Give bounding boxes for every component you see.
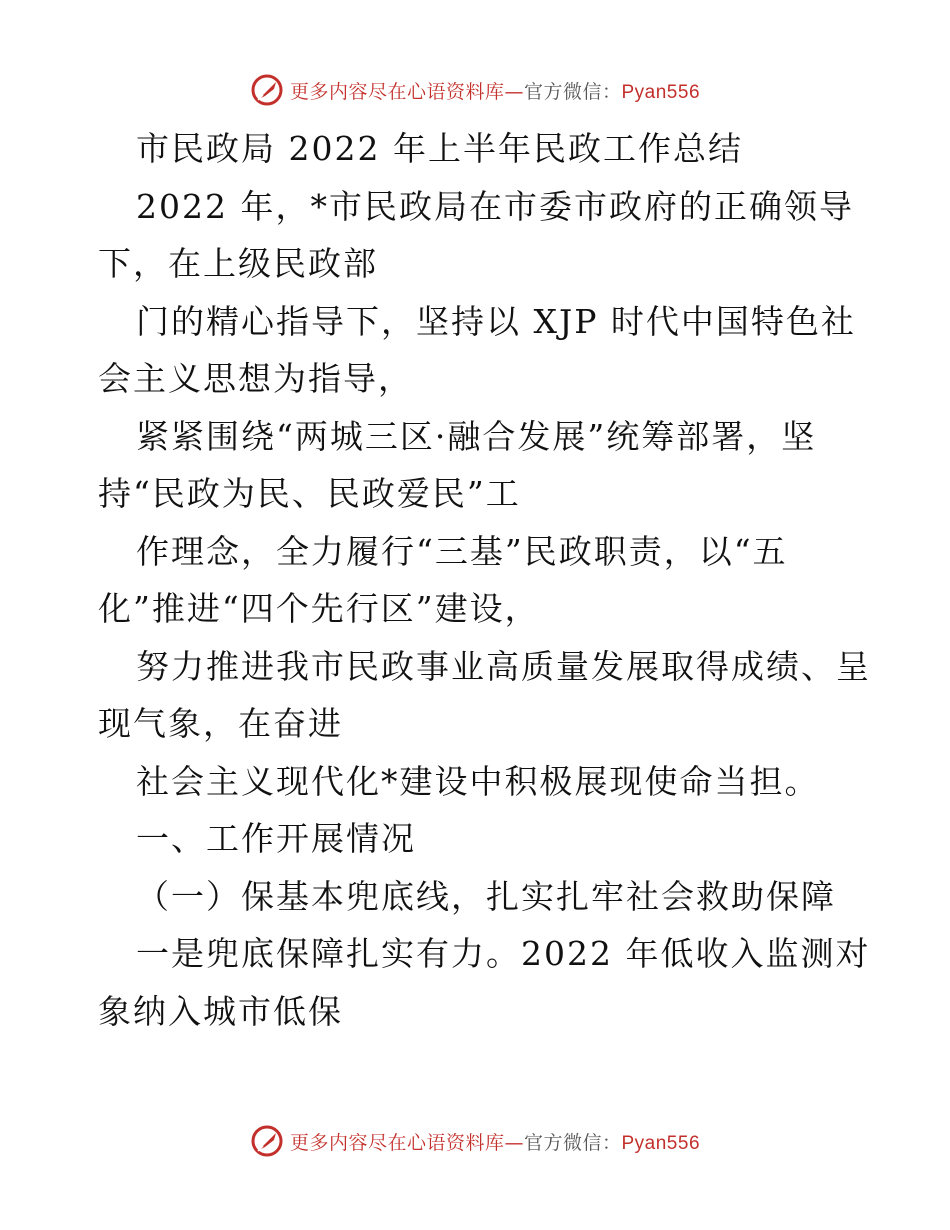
feather-pen-logo-icon [250,73,284,107]
paragraph-line: 下，在上级民政部 [98,244,378,283]
paragraph-line: 象纳入城市低保 [98,991,343,1031]
paragraph-line: 化”推进“四个先行区”建设， [98,589,540,628]
paragraph-line: 一是兜底保障扎实有力。2022 年低收入监测对 [136,934,871,973]
watermark-dash: — [504,80,524,103]
watermark-account: Pyan556 [621,1132,701,1154]
paragraph-line: 努力推进我市民政事业高质量发展取得成绩、呈 [136,646,871,686]
paragraph-line: 门的精心指导下，坚持以 XJP 时代中国特色社 [136,301,856,341]
watermark-main: 更多内容尽在心语资料库 [289,80,505,103]
document-title: 市民政局 2022 年上半年民政工作总结 [136,129,743,168]
paragraph-line: 作理念，全力履行“三基”民政职责，以“五 [136,531,788,571]
section-heading: 一、工作开展情况 [136,819,416,858]
subsection-heading: （一）保基本兜底线，扎实扎牢社会救助保障 [136,876,836,916]
watermark-sub: 官方微信： [523,80,622,103]
watermark-footer [0,1121,950,1161]
paragraph-line: 紧紧围绕“两城三区·融合发展”统筹部署，坚 [136,416,817,456]
watermark-dash: — [504,1131,524,1154]
watermark-main: 更多内容尽在心语资料库 [289,1131,505,1154]
watermark-account: Pyan556 [621,81,701,103]
paragraph-line: 2022 年，*市民政局在市委市政府的正确领导 [136,186,854,226]
feather-pen-logo-icon [250,1124,284,1158]
watermark-text [290,1128,700,1155]
watermark-sub: 官方微信： [523,1131,622,1154]
paragraph-line: 持“民政为民、民政爱民”工 [98,474,521,513]
document-body [98,120,871,1040]
paragraph-line: 会主义思想为指导， [98,359,413,398]
paragraph-line: 社会主义现代化*建设中积极展现使命当担。 [136,761,820,801]
paragraph-line: 现气象，在奋进 [98,704,343,743]
watermark-text [290,77,700,104]
watermark-header [0,70,950,110]
